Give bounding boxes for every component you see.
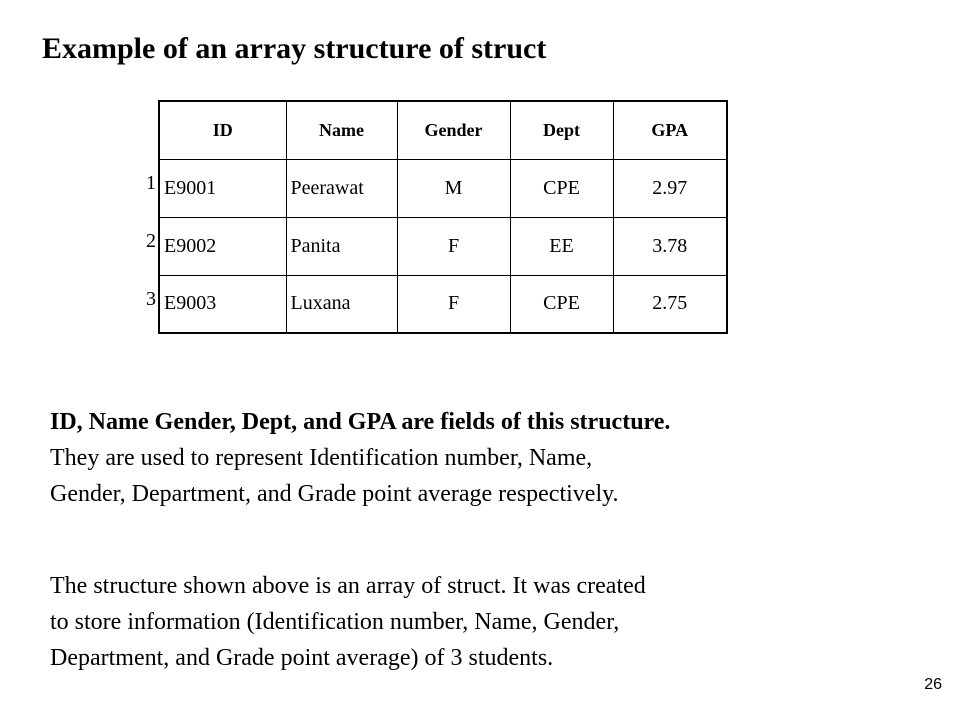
- struct-array-table: [158, 100, 728, 334]
- cell-gender: M: [397, 159, 510, 217]
- header-dept: Dept: [510, 101, 613, 159]
- header-id: ID: [159, 101, 286, 159]
- cell-gender: F: [397, 275, 510, 333]
- description-line: Gender, Department, and Grade point average respectively.: [50, 481, 619, 507]
- explanation-line: Department, and Grade point average) of 3 students.: [50, 645, 554, 671]
- table-header-row: [159, 101, 727, 159]
- cell-name: Luxana: [286, 275, 397, 333]
- table-row: [159, 275, 727, 333]
- cell-gpa: 2.75: [613, 275, 727, 333]
- cell-dept: EE: [510, 217, 613, 275]
- header-gender: Gender: [397, 101, 510, 159]
- cell-dept: CPE: [510, 159, 613, 217]
- row-index-3: 3: [146, 288, 156, 310]
- cell-name: Panita: [286, 217, 397, 275]
- slide-title: Example of an array structure of struct: [42, 32, 547, 65]
- table-row: [159, 159, 727, 217]
- cell-gpa: 2.97: [613, 159, 727, 217]
- row-index-2: 2: [146, 230, 156, 252]
- page-number: 26: [924, 676, 942, 693]
- cell-id: E9001: [159, 159, 286, 217]
- cell-gpa: 3.78: [613, 217, 727, 275]
- cell-dept: CPE: [510, 275, 613, 333]
- cell-id: E9003: [159, 275, 286, 333]
- row-index-1: 1: [146, 172, 156, 194]
- header-name: Name: [286, 101, 397, 159]
- table-row: [159, 217, 727, 275]
- explanation-line: to store information (Identification number, Name, Gender,: [50, 609, 620, 635]
- fields-statement: ID, Name Gender, Dept, and GPA are fields of this structure.: [50, 409, 671, 435]
- structure-explanation: [50, 568, 930, 676]
- fields-description: [50, 404, 930, 512]
- cell-id: E9002: [159, 217, 286, 275]
- description-line: They are used to represent Identification number, Name,: [50, 445, 593, 471]
- explanation-line: The structure shown above is an array of struct. It was created: [50, 573, 646, 599]
- header-gpa: GPA: [613, 101, 727, 159]
- cell-gender: F: [397, 217, 510, 275]
- cell-name: Peerawat: [286, 159, 397, 217]
